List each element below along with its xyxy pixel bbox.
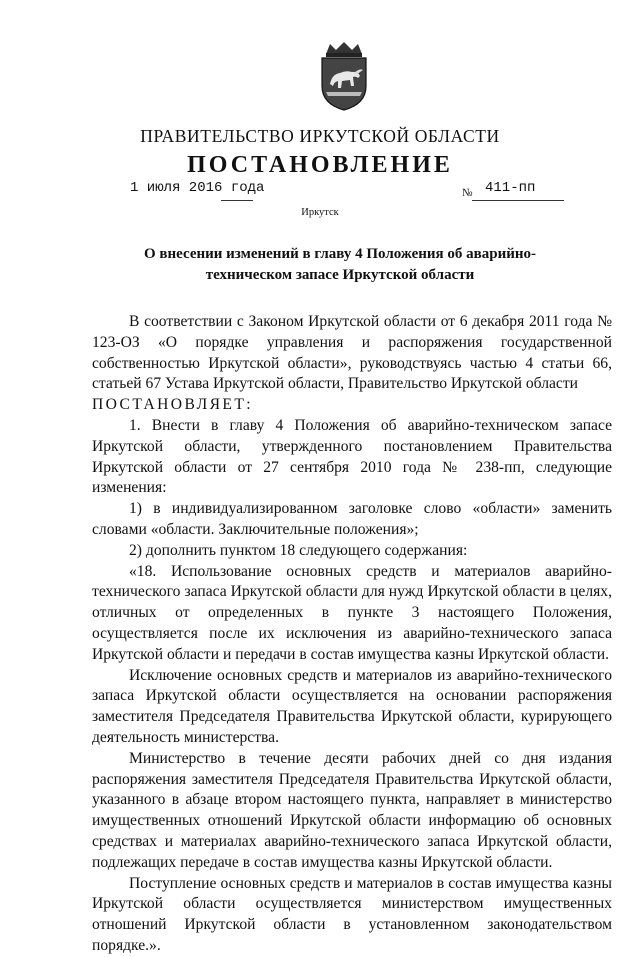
- preamble-paragraph: В соответствии с Законом Иркутской области от 6 декабря 2011 года № 123-ОЗ «О порядке управления и распоряжения государственной собственностью Иркутской области», руководствуясь частью 4 статьи 66, статьей 67 Устава Иркутской области, Правительство Иркутской области: [92, 313, 612, 393]
- document-subject: О внесении изменений в главу 4 Положения об аварийно-техническом запасе Иркутской области: [143, 246, 536, 283]
- resolves-keyword: ПОСТАНОВЛЯЕТ:: [92, 396, 254, 414]
- number-sign: №: [462, 187, 473, 199]
- clause-1-2-paragraph: 2) дополнить пунктом 18 следующего содержания:: [129, 541, 468, 559]
- coat-of-arms-icon: [316, 40, 372, 112]
- document-number: 411-пп: [485, 180, 536, 196]
- clause-1-1-paragraph: 1) в индивидуализированном заголовке слово «области» заменить словами «области. Заключительные положения»;: [92, 500, 612, 538]
- point-18-ministry-paragraph: Министерство в течение десяти рабочих дней со дня издания распоряжения заместителя Председателя Правительства Иркутской области, указанного в абзаце втором настоящего пункта, направляет в министерство имущественных отношений Иркутской области информацию об основных средствах и материалах аварийно-технического запаса Иркутской области, подлежащих передаче в состав имущества казны Иркутской области.: [92, 749, 612, 871]
- date-underline: [221, 200, 253, 201]
- document-city: Иркутск: [301, 207, 339, 218]
- point-18-paragraph: «18. Использование основных средств и материалов аварийно-технического запаса Иркутской области для нужд Иркутской области в целях, отличных от определенных в пункте 3 настоящего Положения, осуществляется после их исключения из аварийно-технического запаса Иркутской области и передачи в состав имущества казны Иркутской области.: [92, 562, 612, 663]
- government-name: ПРАВИТЕЛЬСТВО ИРКУТСКОЙ ОБЛАСТИ: [140, 126, 500, 146]
- point-18-receipt-paragraph: Поступление основных средств и материалов в состав имущества казны Иркутской области осуществляется министерством имущественных отношений Иркутской области в установленном законодательством порядке.».: [92, 874, 612, 954]
- clause-1-paragraph: 1. Внести в главу 4 Положения об аварийно-техническом запасе Иркутской области, утвержденного постановлением Правительства Иркутской области от 27 сентября 2010 года № 238-пп, следующие изменения:: [92, 416, 612, 497]
- document-body: [92, 312, 612, 957]
- number-underline: [472, 200, 564, 201]
- document-date: 1 июля 2016 года: [130, 180, 265, 196]
- point-18-exclusion-paragraph: Исключение основных средств и материалов из аварийно-технического запаса Иркутской области осуществляется на основании распоряжения заместителя Председателя Правительства Иркутской области, курирующего деятельность министерства.: [92, 666, 612, 746]
- document-type: ПОСТАНОВЛЕНИЕ: [187, 152, 453, 178]
